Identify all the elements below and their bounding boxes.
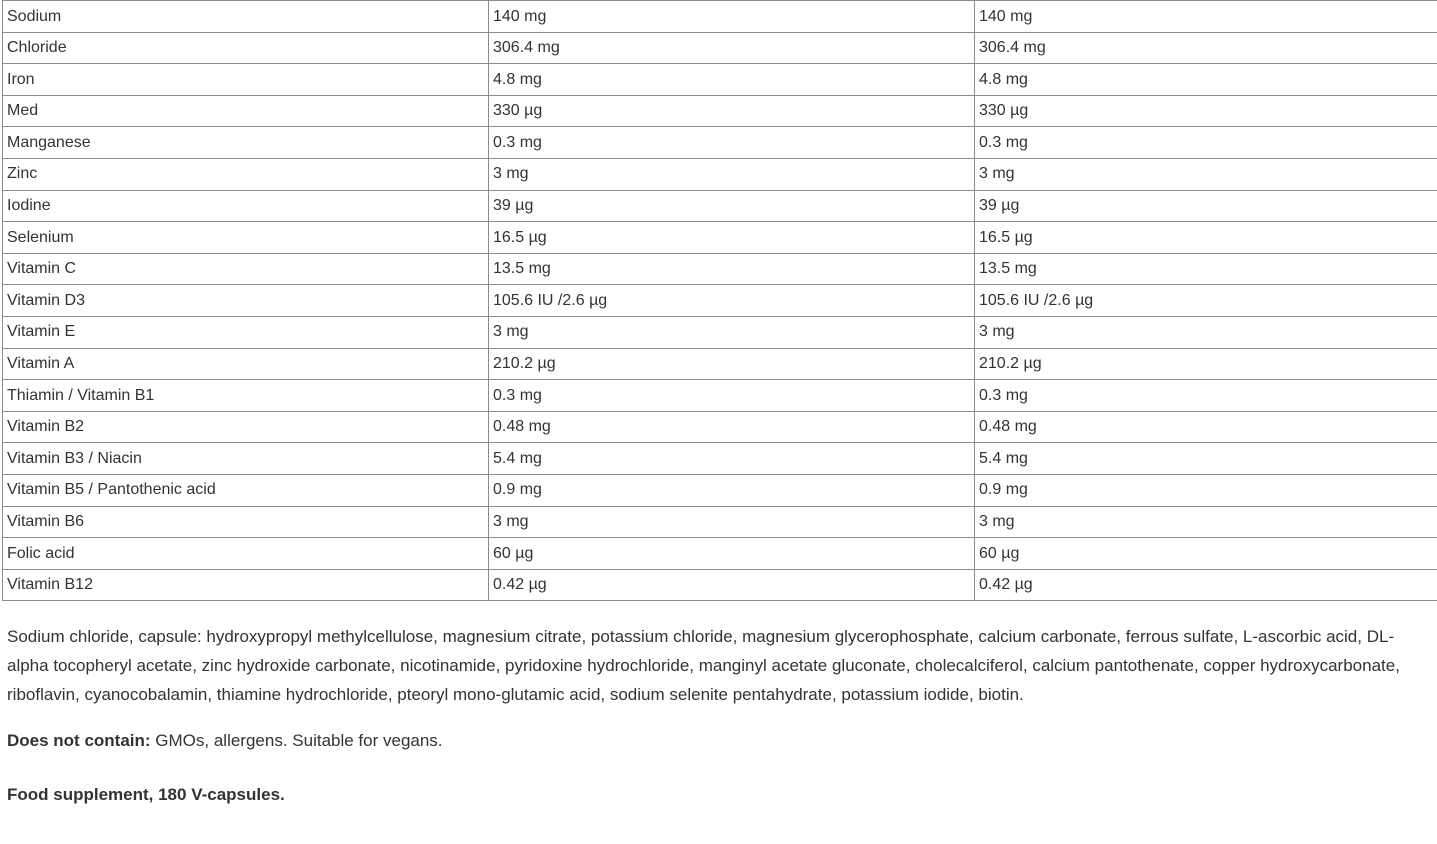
amount-cell-2: 5.4 mg: [975, 443, 1437, 475]
amount-cell-1: 0.42 µg: [489, 569, 975, 601]
amount-cell-2: 0.3 mg: [975, 380, 1437, 412]
amount-cell-2: 0.9 mg: [975, 474, 1437, 506]
amount-cell-2: 4.8 mg: [975, 64, 1437, 96]
amount-cell-2: 13.5 mg: [975, 253, 1437, 285]
table-row: [3, 506, 1437, 538]
amount-cell-2: 0.42 µg: [975, 569, 1437, 601]
does-not-contain-paragraph: [7, 726, 1427, 755]
amount-cell-1: 13.5 mg: [489, 253, 975, 285]
amount-cell-1: 210.2 µg: [489, 348, 975, 380]
nutrient-name-cell: Manganese: [3, 127, 489, 159]
amount-cell-1: 5.4 mg: [489, 443, 975, 475]
amount-cell-2: 39 µg: [975, 190, 1437, 222]
nutrient-name-cell: Med: [3, 95, 489, 127]
table-row: [3, 253, 1437, 285]
amount-cell-2: 3 mg: [975, 506, 1437, 538]
does-not-contain-text: GMOs, allergens. Suitable for vegans.: [150, 731, 443, 751]
amount-cell-2: 306.4 mg: [975, 32, 1437, 64]
table-row: [3, 1, 1437, 33]
nutrient-name-cell: Chloride: [3, 32, 489, 64]
amount-cell-1: 39 µg: [489, 190, 975, 222]
amount-cell-1: 4.8 mg: [489, 64, 975, 96]
nutrient-name-cell: Zinc: [3, 158, 489, 190]
amount-cell-1: 60 µg: [489, 538, 975, 570]
table-row: [3, 190, 1437, 222]
amount-cell-1: 3 mg: [489, 316, 975, 348]
amount-cell-1: 0.48 mg: [489, 411, 975, 443]
does-not-contain-label: Does not contain:: [7, 731, 151, 751]
amount-cell-1: 3 mg: [489, 506, 975, 538]
table-row: [3, 64, 1437, 96]
nutrient-name-cell: Vitamin E: [3, 316, 489, 348]
ingredients-paragraph: [7, 622, 1427, 709]
nutrition-facts-table: [2, 0, 1437, 601]
nutrient-name-cell: Folic acid: [3, 538, 489, 570]
amount-cell-2: 0.48 mg: [975, 411, 1437, 443]
amount-cell-1: 16.5 µg: [489, 222, 975, 254]
amount-cell-2: 16.5 µg: [975, 222, 1437, 254]
nutrient-name-cell: Vitamin B2: [3, 411, 489, 443]
table-row: [3, 95, 1437, 127]
table-row: [3, 569, 1437, 601]
amount-cell-2: 60 µg: [975, 538, 1437, 570]
table-row: [3, 380, 1437, 412]
amount-cell-2: 105.6 IU /2.6 µg: [975, 285, 1437, 317]
amount-cell-2: 3 mg: [975, 316, 1437, 348]
supplement-info-line: [7, 780, 1427, 809]
amount-cell-1: 3 mg: [489, 158, 975, 190]
table-row: [3, 411, 1437, 443]
amount-cell-1: 0.3 mg: [489, 127, 975, 159]
nutrient-name-cell: Vitamin C: [3, 253, 489, 285]
table-row: [3, 474, 1437, 506]
table-row: [3, 316, 1437, 348]
amount-cell-1: 0.9 mg: [489, 474, 975, 506]
table-row: [3, 32, 1437, 64]
amount-cell-2: 330 µg: [975, 95, 1437, 127]
table-row: [3, 158, 1437, 190]
nutrient-name-cell: Vitamin B5 / Pantothenic acid: [3, 474, 489, 506]
amount-cell-1: 0.3 mg: [489, 380, 975, 412]
ingredients-text: Sodium chloride, capsule: hydroxypropyl methylcellulose, magnesium citrate, potassium chloride, magnesium glycerophosphate, calcium carbonate, ferrous sulfate, L-ascorbic acid, DL-alpha tocopheryl acetate, zinc hydroxide carbonate, nicotinamide, pyridoxine hydrochloride, manginyl acetate gluconate, cholecalciferol, calcium pantothenate, copper hydroxycarbonate, riboflavin, cyanocobalamin, thiamine hydrochloride, pteoryl mono-glutamic acid, sodium selenite pentahydrate, potassium iodide, biotin.: [7, 627, 1400, 705]
amount-cell-1: 330 µg: [489, 95, 975, 127]
table-row: [3, 538, 1437, 570]
table-row: [3, 285, 1437, 317]
nutrient-name-cell: Selenium: [3, 222, 489, 254]
nutrient-name-cell: Iron: [3, 64, 489, 96]
amount-cell-2: 0.3 mg: [975, 127, 1437, 159]
table-row: [3, 127, 1437, 159]
table-row: [3, 222, 1437, 254]
nutrient-name-cell: Vitamin B12: [3, 569, 489, 601]
amount-cell-1: 306.4 mg: [489, 32, 975, 64]
table-row: [3, 443, 1437, 475]
amount-cell-2: 3 mg: [975, 158, 1437, 190]
nutrient-name-cell: Vitamin B6: [3, 506, 489, 538]
supplement-info-text: Food supplement, 180 V-capsules.: [7, 785, 285, 805]
nutrient-name-cell: Iodine: [3, 190, 489, 222]
amount-cell-2: 210.2 µg: [975, 348, 1437, 380]
amount-cell-1: 105.6 IU /2.6 µg: [489, 285, 975, 317]
amount-cell-2: 140 mg: [975, 1, 1437, 33]
table-row: [3, 348, 1437, 380]
amount-cell-1: 140 mg: [489, 1, 975, 33]
nutrient-name-cell: Sodium: [3, 1, 489, 33]
nutrient-name-cell: Vitamin D3: [3, 285, 489, 317]
nutrient-name-cell: Thiamin / Vitamin B1: [3, 380, 489, 412]
nutrient-name-cell: Vitamin A: [3, 348, 489, 380]
nutrient-name-cell: Vitamin B3 / Niacin: [3, 443, 489, 475]
